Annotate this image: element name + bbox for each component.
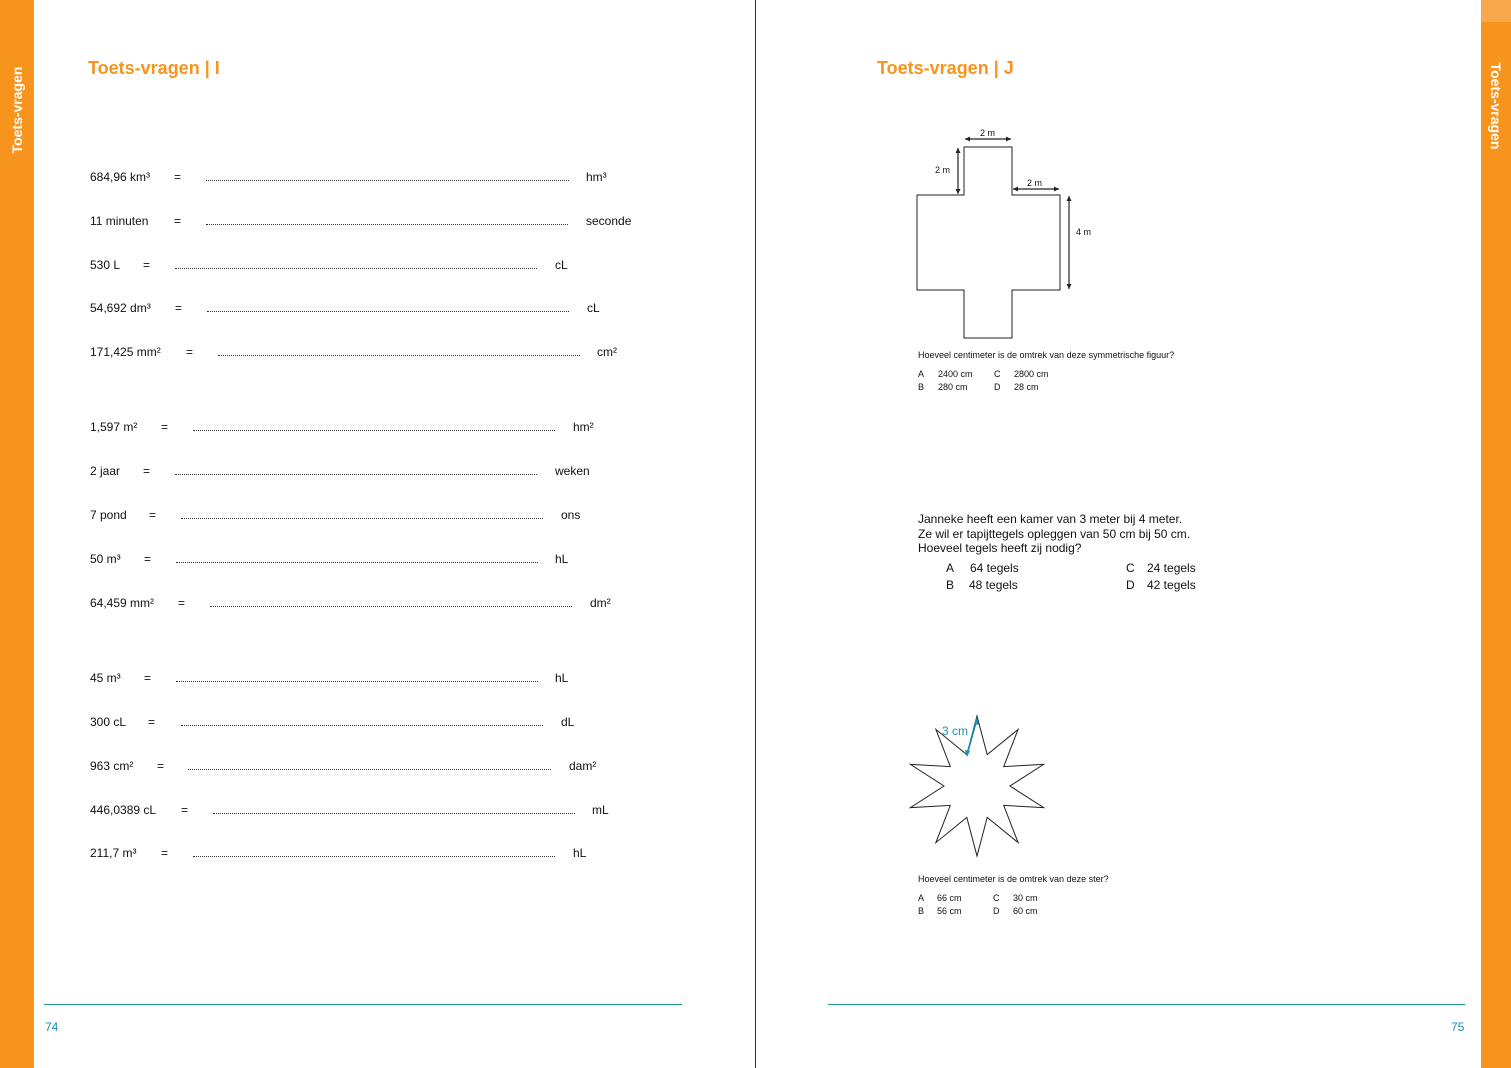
tiles-question-line: Ze wil er tapijttegels opleggen van 50 cm bij 50 cm. [918, 527, 1191, 541]
exercise-value: 1,597 m² [90, 420, 138, 434]
equals-sign: = [144, 671, 152, 685]
exercise-unit: dam² [569, 759, 597, 773]
exercise-value: 684,96 km³ [90, 170, 151, 184]
exercise-unit: ons [561, 508, 581, 522]
option-text[interactable]: 28 cm [1014, 382, 1039, 392]
arrowhead [1067, 284, 1072, 289]
exercise-value: 530 L [90, 258, 121, 272]
exercise-unit: hm³ [586, 170, 607, 184]
exercise-unit: mL [592, 803, 609, 817]
option-letter: D [1126, 578, 1135, 592]
dim-label-arm: 2 m [1027, 178, 1043, 188]
exercise-value: 54,692 dm³ [90, 301, 151, 315]
option-text[interactable]: 64 tegels [970, 561, 1019, 575]
left-page-title: Toets-vragen | I [88, 58, 220, 78]
equals-sign: = [178, 596, 186, 610]
arrowhead [965, 137, 970, 142]
exercise-value: 7 pond [90, 508, 127, 522]
equals-sign: = [161, 846, 169, 860]
equals-sign: = [144, 552, 152, 566]
equals-sign: = [174, 214, 182, 228]
equals-sign: = [186, 345, 194, 359]
option-text[interactable]: 66 cm [937, 893, 962, 903]
equals-sign: = [181, 803, 189, 817]
option-text[interactable]: 56 cm [937, 906, 962, 916]
equals-sign: = [174, 170, 182, 184]
dim-label-right: 4 m [1076, 227, 1092, 237]
exercise-unit: hL [555, 671, 569, 685]
option-letter: A [918, 369, 925, 379]
option-text[interactable]: 2400 cm [938, 369, 973, 379]
left-footer-line [44, 1004, 682, 1005]
exercise-unit: weken [555, 464, 590, 478]
option-text[interactable]: 48 tegels [969, 578, 1018, 592]
option-text[interactable]: 42 tegels [1147, 578, 1196, 592]
arrowhead [1006, 137, 1011, 142]
star-shape [910, 716, 1043, 856]
right-side-label: Toets-vragen [1488, 62, 1504, 150]
option-letter: A [946, 561, 955, 575]
exercise-value: 2 jaar [90, 464, 121, 478]
tiles-question-line: Hoeveel tegels heeft zij nodig? [918, 541, 1082, 555]
exercise-value: 211,7 m³ [90, 846, 137, 860]
left-page-number: 74 [45, 1020, 59, 1034]
arrowhead [1013, 187, 1018, 192]
exercise-unit: hL [555, 552, 569, 566]
exercise-unit: dm² [590, 596, 611, 610]
exercise-unit: dL [561, 715, 575, 729]
arrowhead [1067, 196, 1072, 201]
equals-sign: = [149, 508, 157, 522]
option-text[interactable]: 280 cm [938, 382, 968, 392]
exercise-value: 171,425 mm² [90, 345, 161, 359]
option-text[interactable]: 30 cm [1013, 893, 1038, 903]
exercise-value: 45 m³ [90, 671, 121, 685]
arrowhead [956, 148, 961, 153]
equals-sign: = [161, 420, 169, 434]
exercise-value: 64,459 mm² [90, 596, 155, 610]
right-page-title: Toets-vragen | J [877, 58, 1014, 78]
option-letter: C [993, 893, 1000, 903]
tiles-question-line: Janneke heeft een kamer van 3 meter bij 4 meter. [918, 512, 1183, 526]
option-text[interactable]: 24 tegels [1147, 561, 1196, 575]
exercise-value: 50 m³ [90, 552, 121, 566]
option-letter: B [918, 906, 925, 916]
option-text[interactable]: 60 cm [1013, 906, 1038, 916]
exercise-unit: hm² [573, 420, 594, 434]
option-letter: B [946, 578, 955, 592]
equals-sign: = [175, 301, 183, 315]
option-letter: A [918, 893, 925, 903]
star-dimension-label: 3 cm [942, 724, 969, 738]
exercise-unit: cL [587, 301, 600, 315]
exercise-unit: cm² [597, 345, 617, 359]
option-letter: C [994, 369, 1001, 379]
cross-shape [917, 147, 1060, 338]
left-side-label: Toets-vragen [9, 66, 25, 154]
exercise-value: 446,0389 cL [90, 803, 157, 817]
option-letter: D [993, 906, 1000, 916]
dim-label-left: 2 m [935, 165, 951, 175]
arrowhead [1054, 187, 1059, 192]
exercise-unit: seconde [586, 214, 632, 228]
right-page-number: 75 [1451, 1020, 1465, 1034]
star-question: Hoeveel centimeter is de omtrek van deze ster? [918, 874, 1109, 884]
option-letter: B [918, 382, 925, 392]
option-text[interactable]: 2800 cm [1014, 369, 1049, 379]
exercise-value: 300 cL [90, 715, 127, 729]
equals-sign: = [157, 759, 165, 773]
right-footer-line [828, 1004, 1465, 1005]
equals-sign: = [143, 258, 151, 272]
dim-label-top: 2 m [980, 128, 996, 138]
option-letter: C [1126, 561, 1135, 575]
option-letter: D [994, 382, 1001, 392]
exercise-unit: cL [555, 258, 568, 272]
arrowhead [956, 189, 961, 194]
equals-sign: = [143, 464, 151, 478]
equals-sign: = [148, 715, 156, 729]
exercise-value: 11 minuten [90, 214, 149, 228]
cross-question: Hoeveel centimeter is de omtrek van deze symmetrische figuur? [918, 350, 1175, 360]
exercise-unit: hL [573, 846, 587, 860]
exercise-value: 963 cm² [90, 759, 134, 773]
